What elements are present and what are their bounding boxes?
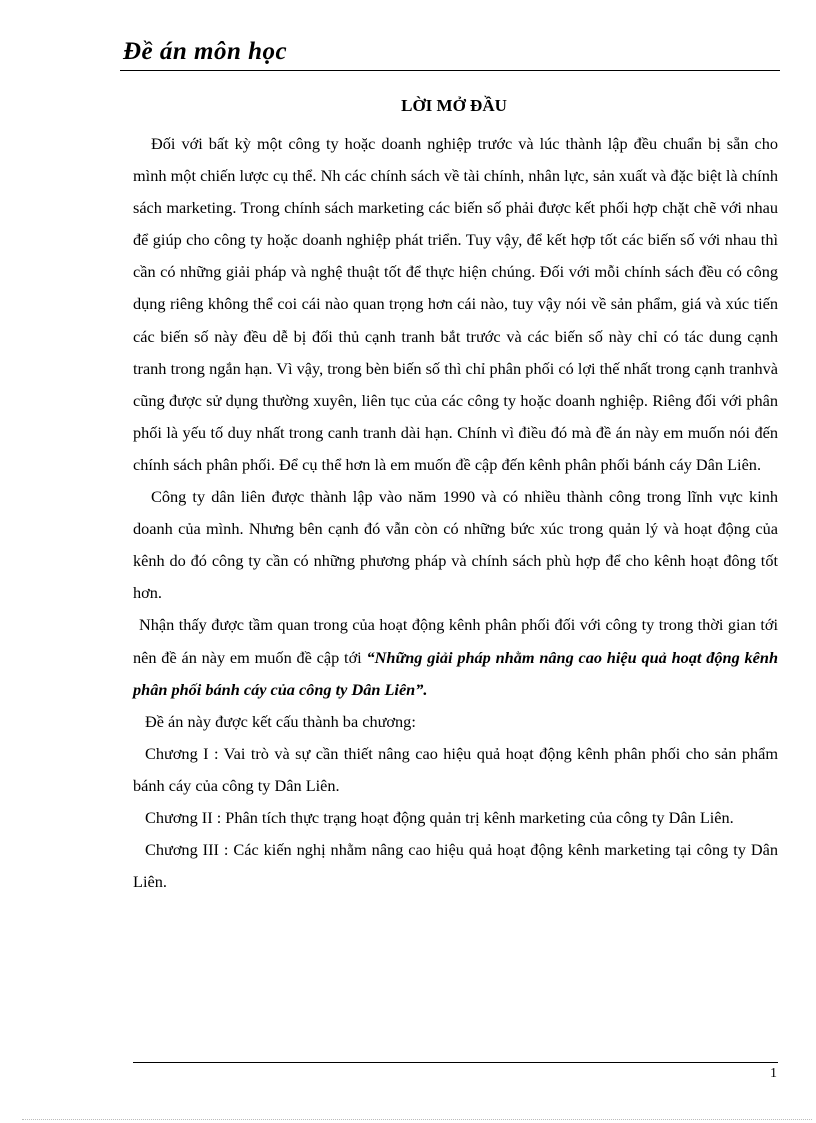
section-heading: LỜI MỞ ĐẦU [401,96,507,115]
paragraph-topic [133,609,778,705]
page-number: 1 [770,1066,777,1081]
paragraph-topic-lead: Nhận thấy được tầm quan trong của hoạt động kênh phân phối đối với công ty trong thời gian tới nên đề án này em muốn đề cập tới [133,615,778,667]
footer-divider [133,1062,778,1063]
paragraph-chapter-1: Chương I : Vai trò và sự cần thiết nâng cao hiệu quả hoạt động kênh phân phối cho sản phẩm bánh cáy của công ty Dân Liên. [133,743,778,795]
paragraph-chapter-3: Chương III : Các kiến nghị nhằm nâng cao hiệu quả hoạt động kênh marketing tại công ty Dân Liên. [133,840,778,892]
document-header-title: Đề án môn học [123,38,288,65]
paragraph-intro: Đối với bất kỳ một công ty hoặc doanh nghiệp trước và lúc thành lập đều chuẩn bị sẵn cho mình một chiến lược cụ thể. Nh các chính sách về tài chính, nhân lực, sản xuất và đặc biệt là chính sách marketing. Trong chính sách marketing các biến số phải được kết phối hợp chặt chẽ với nhau để giúp cho công ty hoặc doanh nghiệp phát triển. Tuy vậy, để kết hợp tốt các biến số với nhau thì cần có những giải pháp và nghệ thuật tốt để thực hiện chúng. Đối với mỗi chính sách đều có công dụng riêng không thể coi cái nào quan trọng hơn cái nào, tuy vậy nói về sản phẩm, giá và xúc tiến các biến số này đều dễ bị đối thủ cạnh tranh bắt trước và các biến số này chỉ có tác dung cạnh tranh trong ngắn hạn. Vì vậy, trong bèn biến số thì chỉ phân phối có lợi thế nhất trong cạnh tranhvà cũng được sử dụng thường xuyên, liên tục của các công ty hoặc doanh nghiệp. Riêng đối với phân phối là yếu tố duy nhất trong canh tranh dài hạn. Chính vì điều đó mà đề án này em muốn nói đến chính sách phân phối. Để cụ thể hơn là em muốn đề cập đến kênh phân phối bánh cáy Dân Liên. [133,134,778,474]
document-body [133,128,778,898]
paragraph-topic-title: “Những giải pháp nhằm nâng cao hiệu quả hoạt động kênh phân phối bánh cáy của công ty Dân Liên”. [133,647,779,699]
paragraph-structure: Đề án này được kết cấu thành ba chương: [145,711,416,731]
header-divider [120,70,780,71]
paragraph-chapter-2: Chương II : Phân tích thực trạng hoạt động quản trị kênh marketing của công ty Dân Liên. [145,807,734,827]
page-edge-divider [22,1119,812,1120]
paragraph-company: Công ty dân liên được thành lập vào năm 1990 và có nhiều thành công trong lĩnh vực kinh doanh của mình. Nhưng bên cạnh đó vẫn còn có những bức xúc trong quản lý và hoạt động của kênh do đó công ty cần có những phương pháp và chính sách phù hợp để cho kênh hoạt đông tốt hơn. [133,487,778,603]
